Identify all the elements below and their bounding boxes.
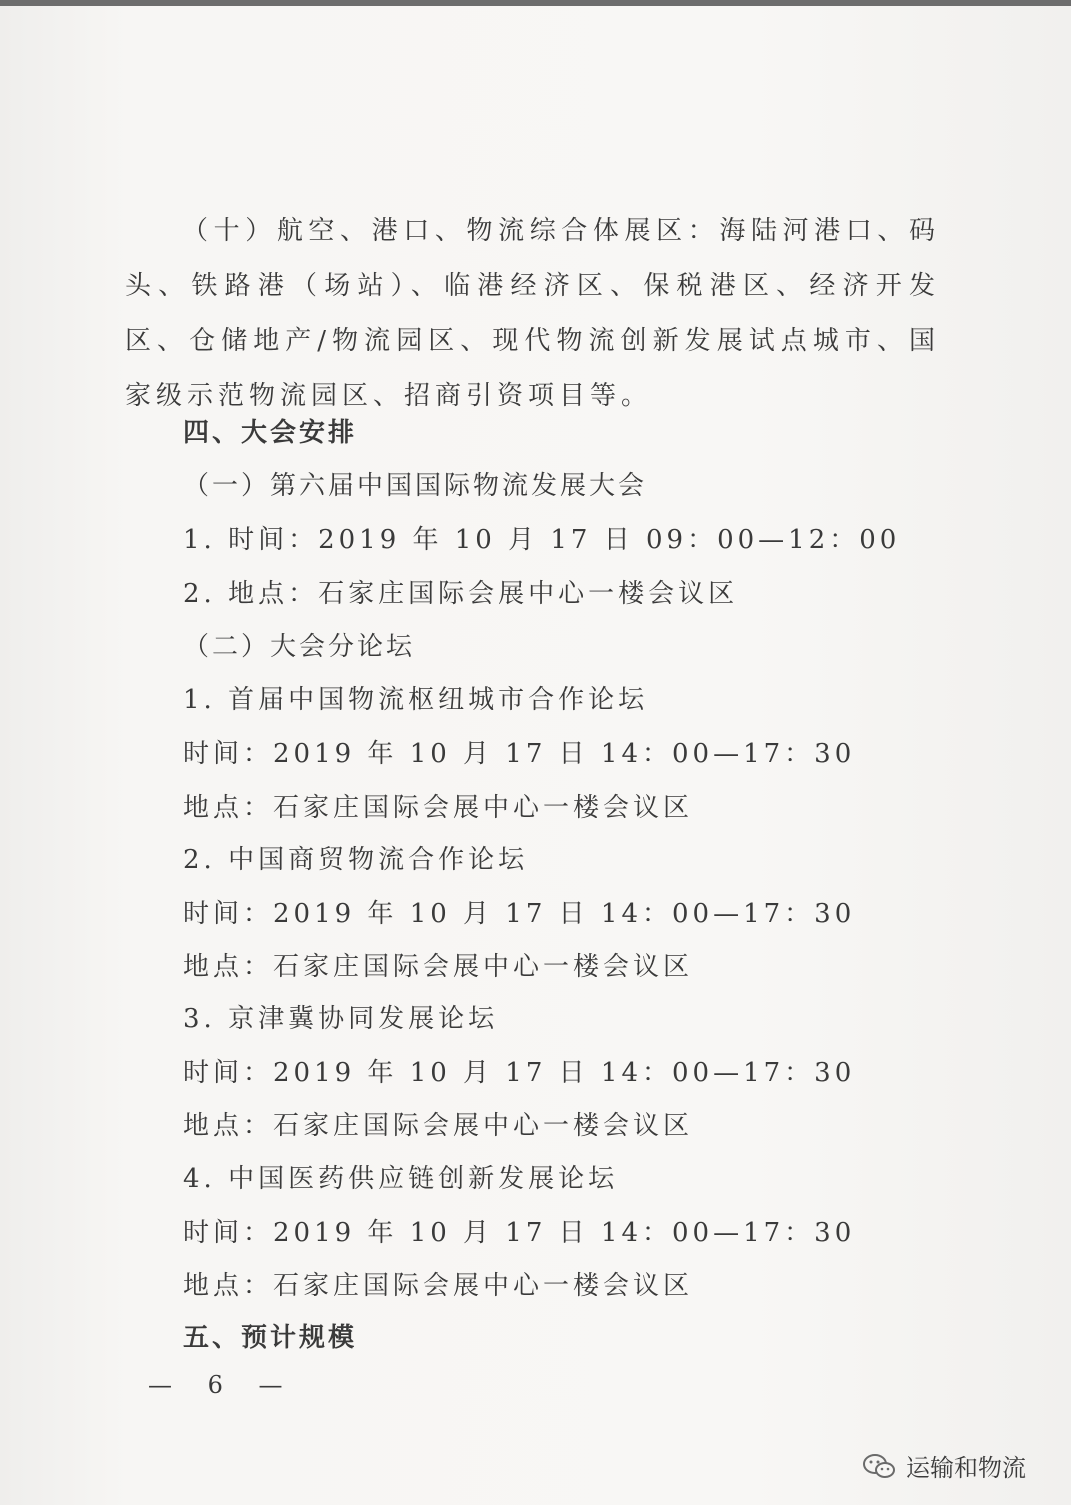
- wechat-watermark: [862, 1448, 1026, 1483]
- forum-1-time: 时间：2019 年 10 月 17 日 14：00—17：30: [183, 739, 856, 769]
- page-number: — 6 —: [148, 1371, 297, 1399]
- forum-2-time: 时间：2019 年 10 月 17 日 14：00—17：30: [183, 899, 856, 929]
- part-one-time: 1. 时间：2019 年 10 月 17 日 09：00—12：00: [183, 525, 901, 555]
- forum-1-place: 地点：石家庄国际会展中心一楼会议区: [183, 793, 694, 823]
- forum-3-time: 时间：2019 年 10 月 17 日 14：00—17：30: [183, 1058, 856, 1088]
- part-one-title: （一）第六届中国国际物流发展大会: [183, 471, 648, 501]
- document-page: [0, 6, 1071, 1505]
- section-five-heading: 五、预计规模: [183, 1323, 358, 1353]
- forum-3-name: 3. 京津冀协同发展论坛: [183, 1004, 499, 1034]
- watermark-label: 运输和物流: [906, 1454, 1026, 1482]
- part-two-title: （二）大会分论坛: [183, 632, 416, 662]
- forum-1-name: 1. 首届中国物流枢纽城市合作论坛: [183, 685, 649, 715]
- section-four-heading: 四、大会安排: [183, 418, 358, 448]
- part-one-place: 2. 地点：石家庄国际会展中心一楼会议区: [183, 579, 739, 609]
- forum-4-place: 地点：石家庄国际会展中心一楼会议区: [183, 1271, 694, 1301]
- section-ten-paragraph: （十）航空、港口、物流综合体展区：海陆河港口、码头、铁路港（场站）、临港经济区、保税港区、经济开发区、仓储地产/物流园区、现代物流创新发展试点城市、国家级示范物流园区、招商引资项目等。: [125, 216, 940, 411]
- wechat-icon: [862, 1452, 896, 1480]
- forum-4-name: 4. 中国医药供应链创新发展论坛: [183, 1164, 619, 1194]
- forum-2-place: 地点：石家庄国际会展中心一楼会议区: [183, 952, 694, 982]
- forum-2-name: 2. 中国商贸物流合作论坛: [183, 845, 529, 875]
- forum-4-time: 时间：2019 年 10 月 17 日 14：00—17：30: [183, 1218, 856, 1248]
- forum-3-place: 地点：石家庄国际会展中心一楼会议区: [183, 1111, 694, 1141]
